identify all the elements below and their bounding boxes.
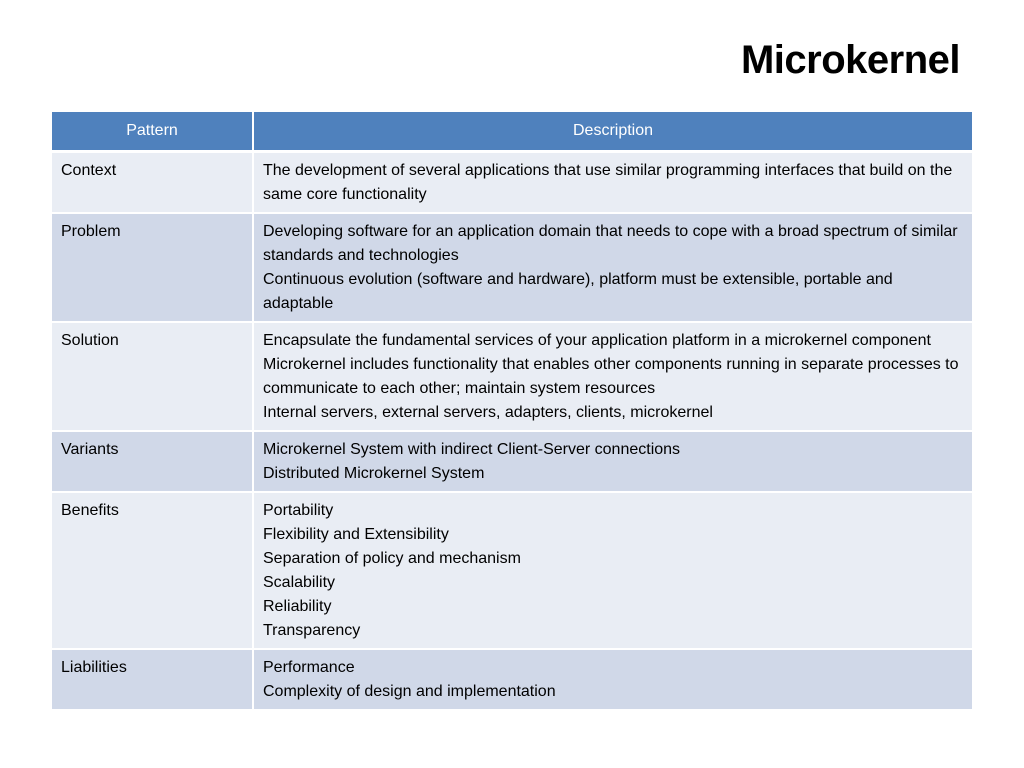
table-row-solution — [52, 322, 972, 431]
description-cell — [253, 213, 972, 322]
table-row-context — [52, 152, 972, 214]
pattern-cell: Benefits — [52, 492, 253, 649]
description-line: Reliability — [263, 598, 332, 615]
table-row-variants — [52, 431, 972, 492]
description-cell — [253, 322, 972, 431]
description-line: Distributed Microkernel System — [263, 465, 485, 482]
header-pattern: Pattern — [52, 112, 253, 152]
description-line: Microkernel includes functionality that enables other components running in separate processes to communicate to each other; maintain system resources — [263, 356, 959, 397]
pattern-table — [52, 112, 972, 711]
description-line: The development of several applications that use similar programming interfaces that build on the same core functionality — [263, 162, 953, 203]
table-header — [52, 112, 972, 152]
pattern-cell: Context — [52, 152, 253, 214]
description-cell — [253, 152, 972, 214]
description-cell — [253, 649, 972, 710]
pattern-cell: Variants — [52, 431, 253, 492]
pattern-cell: Liabilities — [52, 649, 253, 710]
header-row — [52, 112, 972, 152]
description-line: Microkernel System with indirect Client-Server connections — [263, 441, 681, 458]
table-row-problem — [52, 213, 972, 322]
table-row-benefits — [52, 492, 972, 649]
description-line: Scalability — [263, 574, 336, 591]
description-line: Encapsulate the fundamental services of your application platform in a microkernel component — [263, 332, 931, 349]
description-cell — [253, 431, 972, 492]
header-description: Description — [253, 112, 972, 152]
table-body — [52, 152, 972, 711]
description-cell — [253, 492, 972, 649]
table-row-liabilities — [52, 649, 972, 710]
description-line: Complexity of design and implementation — [263, 683, 556, 700]
description-line: Continuous evolution (software and hardware), platform must be extensible, portable and adaptable — [263, 271, 893, 312]
pattern-cell: Solution — [52, 322, 253, 431]
pattern-cell: Problem — [52, 213, 253, 322]
description-line: Transparency — [263, 622, 361, 639]
description-line: Separation of policy and mechanism — [263, 550, 521, 567]
description-line: Internal servers, external servers, adapters, clients, microkernel — [263, 404, 713, 421]
slide-title: Microkernel — [740, 38, 960, 82]
description-line: Developing software for an application domain that needs to cope with a broad spectrum of similar standards and technologies — [263, 223, 958, 264]
description-line: Portability — [263, 502, 334, 519]
description-line: Flexibility and Extensibility — [263, 526, 449, 543]
description-line: Performance — [263, 659, 355, 676]
